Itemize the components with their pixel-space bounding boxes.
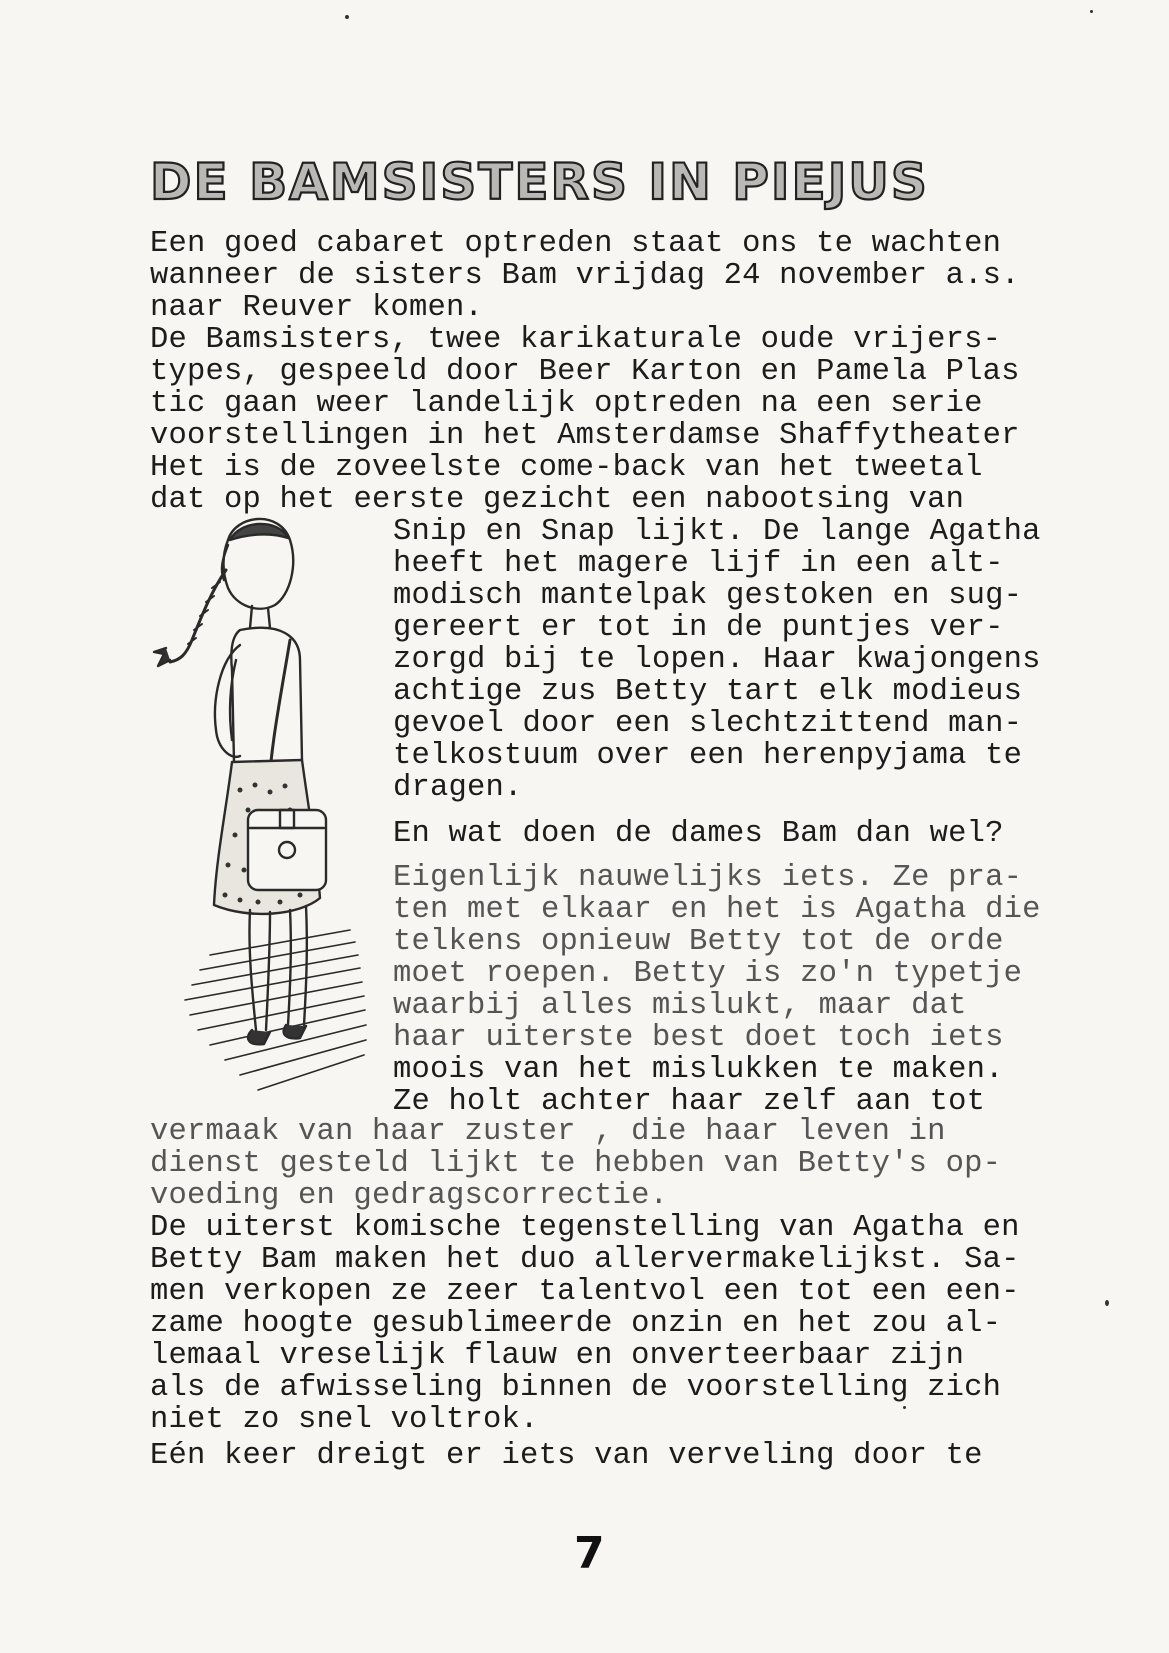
text-line: tic gaan weer landelijk optreden na een serie	[150, 387, 983, 421]
text-line: men verkopen ze zeer talentvol een tot een een-	[150, 1275, 1020, 1309]
text-line: achtige zus Betty tart elk modieus	[393, 675, 1023, 709]
text-line: types, gespeeld door Beer Karton en Pamela Plas	[150, 355, 1020, 389]
text-line: Eigenlijk nauwelijks iets. Ze pra-	[393, 861, 1023, 895]
text-line: wanneer de sisters Bam vrijdag 24 november a.s.	[150, 259, 1020, 293]
text-line: heeft het magere lijf in een alt-	[393, 547, 1004, 581]
text-line: dragen.	[393, 771, 523, 805]
text-line: telkens opnieuw Betty tot de orde	[393, 925, 1004, 959]
text-line: voeding en gedragscorrectie.	[150, 1179, 669, 1213]
text-line: voorstellingen in het Amsterdamse Shaffytheater	[150, 419, 1020, 453]
girl-with-braids-and-satchel-icon	[140, 510, 400, 1150]
text-line: En wat doen de dames Bam dan wel?	[393, 817, 1004, 851]
text-line: lemaal vreselijk flauw en onverteerbaar zijn	[150, 1339, 965, 1373]
text-line: Het is de zoveelste come-back van het tweetal	[150, 451, 983, 485]
scan-speck	[1105, 1300, 1109, 1306]
text-line: dienst gesteld lijkt te hebben van Betty's op-	[150, 1147, 1002, 1181]
scan-speck	[345, 15, 349, 19]
scan-speck	[903, 1406, 906, 1409]
text-line: gereert er tot in de puntjes ver-	[393, 611, 1004, 645]
text-line: De uiterst komische tegenstelling van Agatha en	[150, 1211, 1020, 1245]
text-line: niet zo snel voltrok.	[150, 1403, 539, 1437]
text-line: Ze holt achter haar zelf aan tot	[393, 1085, 986, 1119]
text-line: dat op het eerste gezicht een nabootsing van	[150, 483, 965, 517]
text-line: zame hoogte gesublimeerde onzin en het zou al-	[150, 1307, 1002, 1341]
text-line: vermaak van haar zuster , die haar leven in	[150, 1115, 946, 1149]
text-line: De Bamsisters, twee karikaturale oude vrijers-	[150, 323, 1002, 357]
text-line: ten met elkaar en het is Agatha die	[393, 893, 1041, 927]
text-line: zorgd bij te lopen. Haar kwajongens	[393, 643, 1041, 677]
page-number: 7	[574, 1528, 605, 1579]
text-line: Eén keer dreigt er iets van verveling door te	[150, 1439, 983, 1473]
text-line: Een goed cabaret optreden staat ons te wachten	[150, 227, 1002, 261]
text-line: telkostuum over een herenpyjama te	[393, 739, 1023, 773]
text-line: waarbij alles mislukt, maar dat	[393, 989, 967, 1023]
scan-speck	[1090, 10, 1093, 13]
text-line: gevoel door een slechtzittend man-	[393, 707, 1023, 741]
text-line: Snip en Snap lijkt. De lange Agatha	[393, 515, 1041, 549]
text-line: moois van het mislukken te maken.	[393, 1053, 1004, 1087]
text-line: als de afwisseling binnen de voorstelling zich	[150, 1371, 1002, 1405]
text-line: Betty Bam maken het duo allervermakelijkst. Sa-	[150, 1243, 1020, 1277]
text-line: naar Reuver komen.	[150, 291, 484, 325]
text-line: moet roepen. Betty is zo'n typetje	[393, 957, 1023, 991]
text-line: modisch mantelpak gestoken en sug-	[393, 579, 1023, 613]
article-title: DE BAMSISTERS IN PIEJUS	[150, 153, 929, 211]
text-line: haar uiterste best doet toch iets	[393, 1021, 1004, 1055]
